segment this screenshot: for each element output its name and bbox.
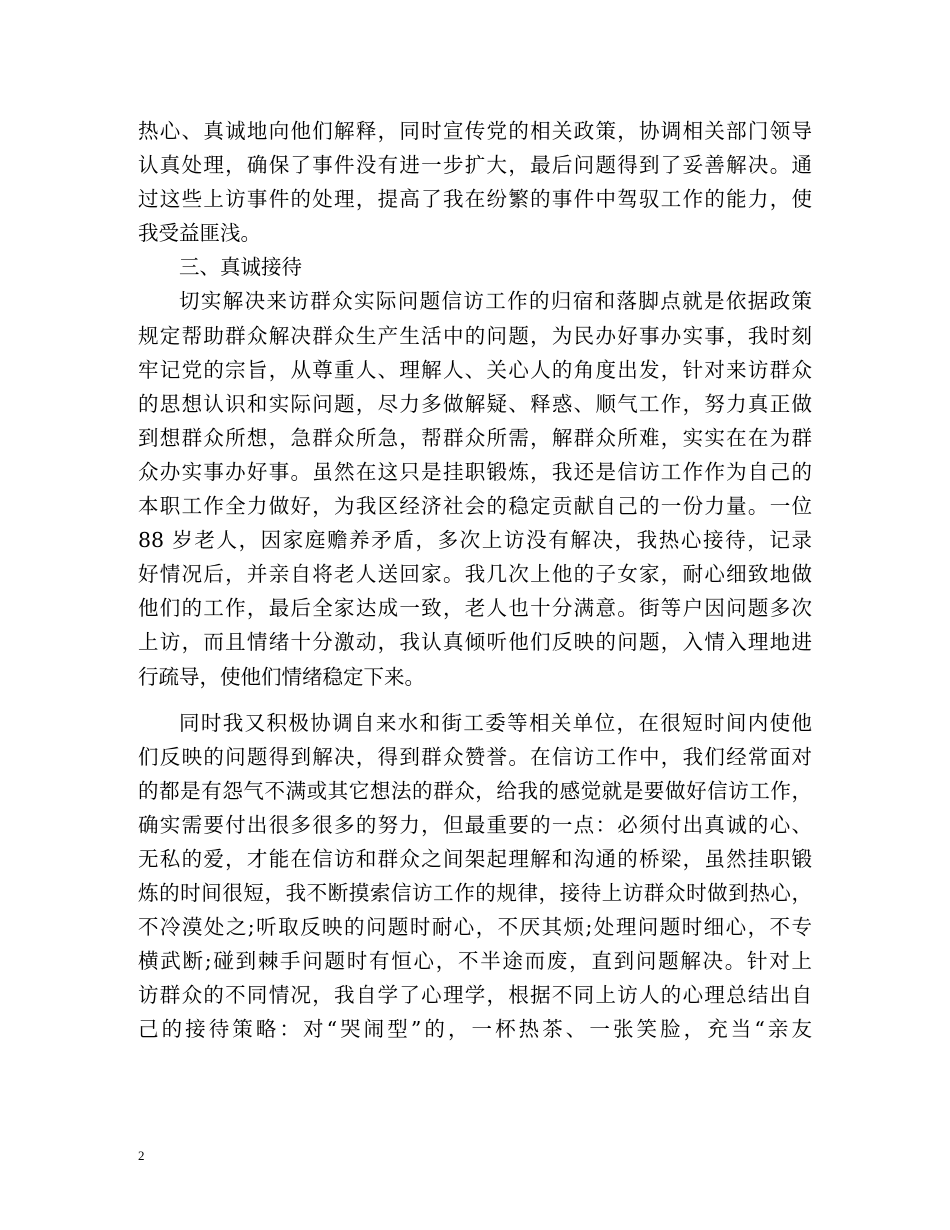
text-line: 88 岁老人，因家庭赡养矛盾，多次上访没有解决，我热心接待，记录	[138, 528, 812, 553]
text-line: 过这些上访事件的处理，提高了我在纷繁的事件中驾驭工作的能力，使	[138, 187, 812, 212]
text-line: 众办实事办好事。虽然在这只是挂职锻炼，我还是信访工作作为自己的	[138, 459, 812, 484]
body-text	[138, 114, 812, 1047]
text-line: 同时我又积极协调自来水和街工委等相关单位，在很短时间内使他	[179, 710, 812, 735]
text-line: 不冷漠处之;听取反映的问题时耐心，不厌其烦;处理问题时细心，不专	[138, 915, 812, 940]
text-line: 本职工作全力做好，为我区经济社会的稳定贡献自己的一份力量。一位	[138, 494, 812, 519]
text-line: 的思想认识和实际问题，尽力多做解疑、释惑、顺气工作，努力真正做	[138, 391, 812, 416]
text-line: 访群众的不同情况，我自学了心理学，根据不同上访人的心理总结出自	[138, 983, 812, 1008]
text-line: 无私的爱，才能在信访和群众之间架起理解和沟通的桥梁，虽然挂职锻	[138, 846, 812, 871]
text-line: 热心、真诚地向他们解释，同时宣传党的相关政策，协调相关部门领导	[138, 119, 812, 143]
text-line: 我受益匪浅。	[138, 221, 261, 246]
text-line: 好情况后，并亲自将老人送回家。我几次上他的子女家，耐心细致地做	[138, 562, 812, 587]
text-line: 到想群众所想，急群众所急，帮群众所需，解群众所难，实实在在为群	[138, 425, 812, 450]
text-line: 上访，而且情绪十分激动，我认真倾听他们反映的问题，入情入理地进	[138, 630, 812, 655]
paragraph-gap	[138, 694, 812, 706]
text-line: 们反映的问题得到解决，得到群众赞誉。在信访工作中，我们经常面对	[138, 744, 812, 769]
text-line: 己的接待策略：对“哭闹型”的，一杯热茶、一张笑脸，充当“亲友	[138, 1017, 812, 1042]
text-line: 切实解决来访群众实际问题信访工作的归宿和落脚点就是依据政策	[179, 289, 812, 314]
text-line: 行疏导，使他们情绪稳定下来。	[138, 664, 425, 689]
text-line: 认真处理，确保了事件没有进一步扩大，最后问题得到了妥善解决。通	[138, 153, 812, 178]
section-heading: 三、真诚接待	[179, 255, 302, 280]
text-line: 炼的时间很短，我不断摸索信访工作的规律，接待上访群众时做到热心，	[138, 881, 812, 906]
text-line: 确实需要付出很多很多的努力，但最重要的一点：必须付出真诚的心、	[138, 812, 812, 837]
text-line: 横武断;碰到棘手问题时有恒心，不半途而废，直到问题解决。针对上	[138, 949, 812, 974]
text-line: 的都是有怨气不满或其它想法的群众，给我的感觉就是要做好信访工作，	[138, 778, 812, 803]
text-line: 牢记党的宗旨，从尊重人、理解人、关心人的角度出发，针对来访群众	[138, 357, 812, 382]
page-number: 2	[138, 1148, 145, 1163]
text-line: 规定帮助群众解决群众生产生活中的问题，为民办好事办实事，我时刻	[138, 323, 812, 348]
text-line: 他们的工作，最后全家达成一致，老人也十分满意。街等户因问题多次	[138, 596, 812, 621]
